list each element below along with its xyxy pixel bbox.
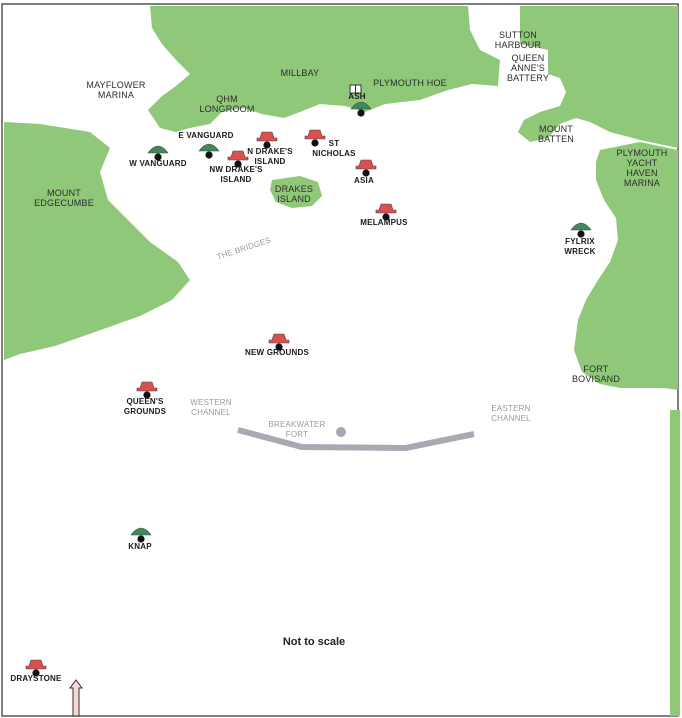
not-to-scale-note: Not to scale <box>282 636 346 648</box>
mark-draystone-label: DRAYSTONE <box>10 674 62 683</box>
label-sutton-harbour: SUTTON HARBOUR <box>494 30 542 50</box>
mark-n-drakes-island-label: N DRAKE'S ISLAND <box>247 147 293 166</box>
mark-e-vanguard-buoy-icon <box>198 138 220 160</box>
mark-e-vanguard-label: E VANGUARD <box>178 131 234 140</box>
mark-fylrix-wreck-label: FYLRIX WRECK <box>564 237 596 256</box>
mark-asia-label: ASIA <box>354 176 374 185</box>
label-drakes-island: DRAKES ISLAND <box>274 184 314 204</box>
label-mount-edgecumbe: MOUNT EDGECUMBE <box>34 188 94 208</box>
label-the-bridges: THE BRIDGES <box>215 235 273 262</box>
label-plymouth-yacht-haven: PLYMOUTH YACHT HAVEN MARINA <box>616 148 668 188</box>
mark-w-vanguard-label: W VANGUARD <box>129 159 187 168</box>
mark-knap-label: KNAP <box>128 542 152 551</box>
mark-knap-buoy-icon <box>130 522 152 544</box>
mark-nw-drakes-island-label: NW DRAKE'S ISLAND <box>209 165 263 184</box>
label-western-channel: WESTERN CHANNEL <box>190 398 232 417</box>
label-breakwater-fort: BREAKWATER FORT <box>268 420 326 439</box>
label-qhm-longroom: QHM LONGROOM <box>199 94 255 114</box>
mark-ash-label: ASH <box>348 92 366 101</box>
label-eastern-channel: EASTERN CHANNEL <box>491 404 531 423</box>
mark-new-grounds-label: NEW GROUNDS <box>245 348 309 357</box>
label-plymouth-hoe: PLYMOUTH HOE <box>373 78 447 88</box>
mark-asia-buoy-icon <box>355 156 377 178</box>
mark-fylrix-wreck-buoy-icon <box>570 217 592 239</box>
label-mayflower-marina: MAYFLOWER MARINA <box>86 80 146 100</box>
label-mount-batten: MOUNT BATTEN <box>537 124 575 144</box>
mark-melampus-label: MELAMPUS <box>360 218 408 227</box>
label-millbay: MILLBAY <box>280 68 320 78</box>
mark-st-nicholas-label: ST NICHOLAS <box>312 139 356 158</box>
breakwater-fort-dot <box>336 427 346 437</box>
land-east-strip <box>670 410 680 716</box>
label-fort-bovisand: FORT BOVISAND <box>571 364 621 384</box>
mark-queens-grounds-label: QUEEN'S GROUNDS <box>123 397 167 416</box>
label-queen-annes-battery: QUEEN ANNE'S BATTERY <box>506 53 550 83</box>
